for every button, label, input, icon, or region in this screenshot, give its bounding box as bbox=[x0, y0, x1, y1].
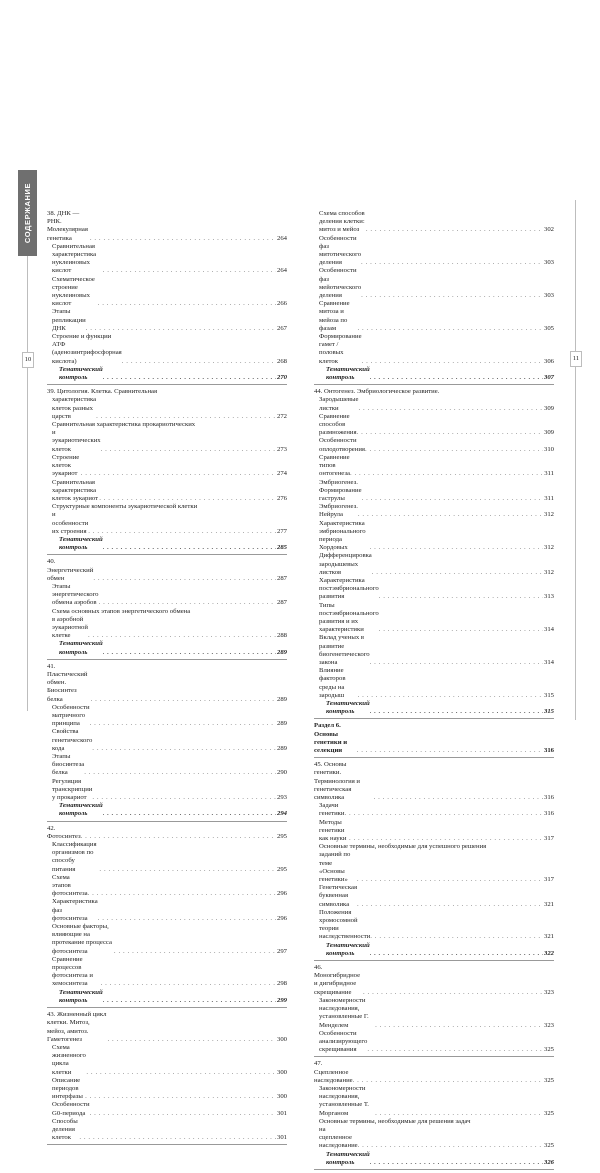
page-number-left: 10 bbox=[22, 352, 34, 368]
toc-leader-dots bbox=[367, 1046, 543, 1054]
toc-entry bbox=[47, 825, 287, 841]
toc-entry bbox=[314, 479, 554, 504]
toc-entry-page: 289 bbox=[276, 695, 287, 703]
toc-entry bbox=[47, 1077, 287, 1102]
toc-entry-page: 296 bbox=[276, 890, 287, 898]
toc-entry-page: 264 bbox=[276, 234, 287, 242]
toc-leader-dots bbox=[357, 876, 543, 884]
toc-leader-dots bbox=[375, 1110, 543, 1118]
toc-entry-title: Регуляция транскрипции у прокариот bbox=[52, 777, 93, 802]
toc-leader-dots bbox=[358, 511, 543, 519]
toc-entry bbox=[47, 308, 287, 333]
toc-entry-title: в аэробной эукариотной клетке bbox=[52, 615, 88, 640]
toc-entry bbox=[47, 511, 287, 536]
toc-entry bbox=[47, 616, 287, 641]
toc-leader-dots bbox=[370, 1159, 543, 1167]
toc-entry bbox=[47, 276, 287, 309]
toc-entry-title: Основные факторы, влияющие на протекание процесса фотосинтеза bbox=[52, 923, 112, 955]
toc-entry bbox=[314, 437, 554, 453]
toc-entry-line: Сравнительная характеристика прокариотических bbox=[52, 421, 196, 429]
toc-entry-line: Структурные компоненты эукариотической клетки bbox=[52, 503, 198, 511]
toc-leader-dots bbox=[122, 358, 276, 366]
toc-entry bbox=[314, 577, 554, 602]
toc-entry-page: 325 bbox=[543, 1046, 554, 1054]
toc-section bbox=[47, 388, 287, 555]
toc-entry-title: Классификация организмов по способу питания bbox=[52, 841, 97, 873]
toc-leader-dots bbox=[370, 933, 543, 941]
toc-entry-page: 323 bbox=[543, 1021, 554, 1029]
toc-entry-page: 314 bbox=[543, 658, 554, 666]
toc-leader-dots bbox=[349, 835, 543, 843]
toc-entry-page: 266 bbox=[276, 300, 287, 308]
toc-leader-dots bbox=[357, 901, 543, 909]
toc-entry-title: Дифференцировка зародышевых листков bbox=[319, 552, 372, 576]
toc-leader-dots bbox=[379, 626, 543, 634]
toc-leader-dots bbox=[91, 696, 276, 704]
toc-leader-dots bbox=[370, 950, 543, 958]
toc-entry-page: 301 bbox=[276, 1109, 287, 1117]
toc-entry-page: 321 bbox=[543, 900, 554, 908]
toc-entry bbox=[314, 819, 554, 844]
toc-leader-dots bbox=[114, 948, 276, 956]
toc-entry-line: Основные термины, необходимые для решения задач bbox=[319, 1117, 471, 1125]
toc-entry bbox=[314, 802, 554, 818]
toc-entry-page: 300 bbox=[276, 1068, 287, 1076]
toc-entry-title: Сравнительная характеристика клеток эукариот bbox=[52, 478, 99, 502]
toc-entry-page: 310 bbox=[543, 445, 554, 453]
toc-entry bbox=[314, 667, 554, 700]
toc-entry-title: Сравнение митоза и мейоза по фазам bbox=[319, 300, 350, 332]
toc-entry-title: Сравнение способов размножения bbox=[319, 412, 357, 437]
toc-control-entry bbox=[314, 700, 554, 716]
toc-entry bbox=[314, 761, 554, 802]
toc-entry-title: 40. Энергетический обмен bbox=[47, 558, 94, 582]
toc-entry-page: 293 bbox=[276, 794, 287, 802]
toc-entry-page: 268 bbox=[276, 357, 287, 365]
toc-entry-title: Характеристика постэмбрионального развития bbox=[319, 576, 379, 601]
toc-section bbox=[314, 210, 554, 385]
toc-entry-page: 299 bbox=[276, 996, 287, 1004]
toc-leader-dots bbox=[103, 374, 276, 382]
toc-leader-dots bbox=[370, 708, 543, 716]
toc-entry-page: 315 bbox=[543, 708, 554, 716]
toc-entry-title: Зародышевые листки bbox=[319, 396, 359, 412]
toc-entry-title: Особенности оплодотворения bbox=[319, 437, 365, 453]
toc-entry bbox=[47, 1011, 287, 1044]
section-tab bbox=[18, 170, 37, 256]
toc-entry bbox=[47, 956, 287, 989]
toc-entry-page: 326 bbox=[543, 1158, 554, 1166]
toc-leader-dots bbox=[363, 989, 543, 997]
toc-leader-dots bbox=[375, 1022, 543, 1030]
toc-leader-dots bbox=[370, 374, 543, 382]
toc-entry bbox=[47, 898, 287, 923]
toc-leader-dots bbox=[88, 632, 276, 640]
toc-leader-dots bbox=[358, 692, 543, 700]
toc-entry-title: Этапы биосинтеза белка bbox=[52, 753, 85, 777]
toc-entry bbox=[47, 479, 287, 504]
toc-entry-title: Особенности G0-периода bbox=[52, 1101, 90, 1117]
toc-entry bbox=[47, 454, 287, 479]
toc-entry bbox=[314, 851, 554, 884]
toc-entry-title: Свойства генетического кода bbox=[52, 728, 93, 752]
toc-leader-dots bbox=[358, 1142, 543, 1150]
toc-entry-title: Схема этапов фотосинтеза bbox=[52, 873, 88, 898]
toc-entry-title: Вклад ученых в развитие биогенетического закона bbox=[319, 634, 370, 666]
toc-entry-page: 294 bbox=[276, 810, 287, 818]
toc-control-entry bbox=[314, 942, 554, 958]
section-tab-label: СОДЕРЖАНИЕ bbox=[23, 182, 32, 244]
toc-entry bbox=[314, 1126, 554, 1151]
toc-entry-page: 289 bbox=[276, 720, 287, 728]
toc-leader-dots bbox=[86, 1069, 276, 1077]
toc-leader-dots bbox=[99, 599, 276, 607]
toc-leader-dots bbox=[366, 226, 543, 234]
toc-entry-page: 264 bbox=[276, 267, 287, 275]
toc-leader-dots bbox=[79, 1134, 276, 1142]
toc-leader-dots bbox=[101, 446, 276, 454]
toc-entry bbox=[314, 333, 554, 366]
toc-entry bbox=[47, 1044, 287, 1077]
toc-entry-page: 285 bbox=[276, 544, 287, 552]
toc-section bbox=[47, 210, 287, 385]
toc-entry-title: Сравнение процессов фотосинтеза и хемосинтеза bbox=[52, 955, 93, 988]
toc-entry-page: 316 bbox=[543, 810, 554, 818]
toc-entry-page: 295 bbox=[276, 832, 287, 840]
toc-entry-title: Тематический контроль bbox=[326, 699, 370, 716]
toc-control-entry bbox=[47, 366, 287, 382]
toc-leader-dots bbox=[107, 1036, 276, 1044]
toc-leader-dots bbox=[357, 429, 543, 437]
toc-entry bbox=[314, 997, 554, 1030]
toc-leader-dots bbox=[86, 325, 276, 333]
toc-entry-title: 42. Фотосинтез bbox=[47, 824, 81, 840]
toc-entry bbox=[314, 235, 554, 268]
toc-entry bbox=[314, 909, 554, 942]
toc-entry-page: 303 bbox=[543, 259, 554, 267]
toc-leader-dots bbox=[99, 866, 276, 874]
toc-entry bbox=[47, 583, 287, 608]
toc-entry-page: 305 bbox=[543, 324, 554, 332]
toc-section bbox=[314, 1060, 554, 1170]
toc-entry bbox=[47, 1118, 287, 1143]
toc-entry-page: 300 bbox=[276, 1035, 287, 1043]
toc-entry-page: 312 bbox=[543, 511, 554, 519]
toc-leader-dots bbox=[101, 980, 276, 988]
toc-entry-title: Эмбриогенез. Формирование гаструлы bbox=[319, 478, 362, 502]
toc-entry-title: Положения хромосомной теории наследственности bbox=[319, 908, 371, 941]
toc-entry-page: 289 bbox=[276, 648, 287, 656]
toc-leader-dots bbox=[379, 593, 543, 601]
toc-left-column bbox=[47, 210, 287, 1148]
toc-entry-page: 287 bbox=[276, 574, 287, 582]
toc-entry-page: 309 bbox=[543, 404, 554, 412]
toc-entry bbox=[314, 503, 554, 519]
toc-entry bbox=[314, 634, 554, 667]
toc-entry-page: 311 bbox=[544, 470, 554, 478]
toc-leader-dots bbox=[90, 720, 276, 728]
toc-control-entry bbox=[47, 989, 287, 1005]
toc-entry-title: Строение клеток эукариот bbox=[52, 453, 80, 478]
toc-control-entry bbox=[314, 366, 554, 382]
toc-entry-title: Способы деления клеток bbox=[52, 1117, 78, 1142]
toc-leader-dots bbox=[103, 997, 276, 1005]
toc-leader-dots bbox=[353, 1077, 543, 1085]
toc-section bbox=[314, 761, 554, 961]
toc-entry bbox=[314, 1060, 554, 1085]
toc-right-column bbox=[314, 210, 554, 1173]
toc-entry-title: 47. Сцепленное наследование bbox=[314, 1060, 353, 1084]
toc-entry-title: Закономерности наследования, установленные Г. Менделем bbox=[319, 996, 369, 1029]
toc-leader-dots bbox=[85, 1093, 276, 1101]
toc-entry-page: 306 bbox=[543, 357, 554, 365]
toc-entry bbox=[314, 884, 554, 909]
toc-entry-title: Закономерности наследования, установленные Т. Морганом bbox=[319, 1084, 369, 1117]
page-number-right: 11 bbox=[570, 351, 582, 367]
toc-control-entry bbox=[47, 536, 287, 552]
toc-leader-dots bbox=[361, 259, 543, 267]
toc-entry bbox=[47, 429, 287, 454]
toc-entry bbox=[314, 300, 554, 333]
toc-section bbox=[314, 722, 554, 758]
toc-entry-page: 303 bbox=[543, 292, 554, 300]
toc-leader-dots bbox=[88, 890, 276, 898]
toc-entry-page: 289 bbox=[276, 744, 287, 752]
toc-entry-title: 38. ДНК — РНК. Молекулярная генетика bbox=[47, 210, 88, 242]
toc-entry-title: 43. Жизненный цикл клетки. Митоз, мейоз, амитоз. Гаметогенез bbox=[47, 1011, 107, 1043]
toc-entry-page: 274 bbox=[276, 470, 287, 478]
toc-entry-page: 311 bbox=[544, 494, 554, 502]
toc-entry-page: 325 bbox=[543, 1109, 554, 1117]
toc-entry-title: Особенности фаз митотического деления bbox=[319, 234, 362, 267]
toc-entry-page: 321 bbox=[543, 933, 554, 941]
toc-entry-title: Тематический контроль bbox=[59, 365, 103, 382]
toc-entry-page: 315 bbox=[543, 691, 554, 699]
toc-entry-page: 301 bbox=[276, 1134, 287, 1142]
toc-entry-page: 276 bbox=[276, 494, 287, 502]
toc-entry-title: Эмбриогенез. Нейрула bbox=[319, 503, 358, 519]
toc-entry bbox=[314, 396, 554, 412]
toc-entry-title: на сцепленное наследование bbox=[319, 1125, 358, 1150]
toc-section bbox=[314, 964, 554, 1057]
toc-entry-page: 296 bbox=[276, 914, 287, 922]
toc-leader-dots bbox=[370, 544, 543, 552]
toc-entry bbox=[47, 874, 287, 899]
toc-leader-dots bbox=[90, 235, 276, 243]
toc-entry-page: 290 bbox=[276, 769, 287, 777]
toc-control-entry bbox=[314, 1151, 554, 1167]
toc-entry-title: Схематическое строение нуклеиновых кислот bbox=[52, 275, 95, 308]
toc-entry-title: Схема жизненного цикла клетки bbox=[52, 1043, 86, 1076]
toc-leader-dots bbox=[93, 575, 276, 583]
toc-section bbox=[47, 1011, 287, 1145]
toc-entry-title: Этапы репликации ДНК bbox=[52, 308, 86, 332]
toc-leader-dots bbox=[98, 300, 276, 308]
toc-entry bbox=[314, 454, 554, 479]
toc-entry-title: 45. Основы генетики. Терминология и генетическая символика bbox=[314, 761, 361, 802]
toc-entry-page: 287 bbox=[276, 599, 287, 607]
toc-entry-page: 267 bbox=[276, 324, 287, 332]
toc-entry-page: 314 bbox=[543, 626, 554, 634]
toc-leader-dots bbox=[92, 794, 276, 802]
toc-entry-title: Формирование гамет / половых клеток bbox=[319, 333, 362, 365]
toc-leader-dots bbox=[90, 1110, 276, 1118]
toc-entry-page: 325 bbox=[543, 1076, 554, 1084]
toc-leader-dots bbox=[98, 915, 276, 923]
toc-control-entry bbox=[47, 640, 287, 656]
toc-entry-title: Характеристика эмбрионального периода Хордовых bbox=[319, 519, 366, 552]
toc-entry-title: Особенности матричного принципа bbox=[52, 703, 90, 728]
toc-entry-page: 307 bbox=[543, 374, 554, 382]
toc-entry-title: Особенности анализирующего скрещивания bbox=[319, 1029, 368, 1054]
toc-entry-title: Сравнение типов онтогенеза bbox=[319, 453, 350, 478]
toc-entry-page: 323 bbox=[543, 988, 554, 996]
left-spine-line bbox=[27, 256, 28, 711]
toc-entry bbox=[47, 396, 287, 421]
toc-entry-title: Строение и функции АТФ (аденозинтрифосфорная кислота) bbox=[52, 333, 122, 365]
toc-entry-title: Тематический контроль bbox=[326, 1150, 370, 1166]
toc-leader-dots bbox=[103, 267, 276, 275]
toc-entry-title: Описание периодов интерфазы bbox=[52, 1076, 83, 1101]
right-spine-line bbox=[575, 200, 576, 720]
toc-entry bbox=[47, 704, 287, 729]
toc-entry-title: Задачи генетики bbox=[319, 802, 345, 818]
toc-entry-title: Этапы энергетического обмена аэробов bbox=[52, 582, 99, 607]
toc-entry bbox=[314, 964, 554, 997]
toc-entry-title: и эукариотических клеток bbox=[52, 429, 101, 453]
toc-leader-dots bbox=[103, 810, 276, 818]
toc-entry bbox=[47, 663, 287, 704]
toc-leader-dots bbox=[372, 569, 543, 577]
toc-leader-dots bbox=[365, 446, 543, 454]
toc-entry-page: 325 bbox=[543, 1142, 554, 1150]
toc-entry-page: 273 bbox=[276, 445, 287, 453]
toc-entry bbox=[47, 753, 287, 778]
toc-entry-page: 288 bbox=[276, 632, 287, 640]
toc-leader-dots bbox=[362, 495, 544, 503]
toc-entry-title: 41. Пластический обмен. Биосинтез белка bbox=[47, 662, 88, 703]
toc-entry bbox=[314, 602, 554, 635]
toc-leader-dots bbox=[103, 649, 276, 657]
toc-entry bbox=[47, 841, 287, 874]
toc-entry bbox=[47, 210, 287, 243]
toc-leader-dots bbox=[350, 470, 543, 478]
toc-entry bbox=[47, 923, 287, 956]
toc-entry-page: 322 bbox=[543, 949, 554, 957]
toc-entry-page: 309 bbox=[543, 429, 554, 437]
toc-entry-page: 316 bbox=[543, 747, 554, 754]
toc-leader-dots bbox=[103, 544, 276, 552]
toc-leader-dots bbox=[88, 528, 276, 536]
toc-entry-line: 39. Цитология. Клетка. Сравнительная bbox=[47, 388, 158, 396]
toc-entry bbox=[314, 267, 554, 300]
toc-entry-title: Особенности фаз мейотического деления bbox=[319, 267, 362, 300]
toc-entry-page: 272 bbox=[276, 412, 287, 420]
toc-entry bbox=[314, 413, 554, 438]
toc-entry-title: Характеристика фаз фотосинтеза bbox=[52, 898, 98, 922]
toc-entry-page: 277 bbox=[276, 527, 287, 535]
toc-entry-title: 46. Моногибридное и дигибридное скрещивание bbox=[314, 964, 361, 996]
toc-entry-page: 312 bbox=[543, 568, 554, 576]
toc-entry bbox=[47, 243, 287, 276]
toc-leader-dots bbox=[357, 747, 543, 755]
toc-entry-line: 44. Онтогенез. Эмбриологическое развитие. bbox=[314, 388, 440, 396]
toc-entry-page: 313 bbox=[543, 593, 554, 601]
toc-entry bbox=[314, 1085, 554, 1118]
toc-entry-page: 302 bbox=[543, 226, 554, 234]
toc-entry bbox=[314, 552, 554, 577]
toc-entry bbox=[47, 558, 287, 583]
toc-entry bbox=[47, 333, 287, 366]
toc-entry-page: 317 bbox=[543, 876, 554, 884]
toc-entry-title: Сравнительная характеристика нуклеиновых кислот bbox=[52, 242, 97, 275]
toc-entry bbox=[314, 210, 554, 235]
toc-entry-page: 300 bbox=[276, 1093, 287, 1101]
toc-entry-page: 316 bbox=[543, 794, 554, 802]
toc-part-heading bbox=[314, 722, 554, 755]
toc-leader-dots bbox=[357, 325, 543, 333]
toc-leader-dots bbox=[358, 405, 543, 413]
toc-entry-page: 312 bbox=[543, 544, 554, 552]
toc-entry bbox=[47, 778, 287, 803]
toc-section bbox=[47, 825, 287, 1008]
toc-section bbox=[47, 558, 287, 659]
toc-entry-title: Раздел 6. Основы генетики и селекции bbox=[314, 722, 348, 754]
toc-entry bbox=[47, 1101, 287, 1117]
toc-leader-dots bbox=[374, 794, 543, 802]
toc-entry-title: Методы генетики как науки bbox=[319, 818, 347, 843]
toc-section bbox=[314, 388, 554, 719]
toc-entry-title: Тематический контроль bbox=[59, 640, 103, 656]
toc-entry-page: 295 bbox=[276, 865, 287, 873]
toc-section bbox=[47, 663, 287, 822]
toc-entry-title: Тематический контроль bbox=[326, 941, 370, 957]
toc-leader-dots bbox=[84, 769, 276, 777]
toc-entry-page: 317 bbox=[543, 835, 554, 843]
toc-entry-title: и особенности их строения bbox=[52, 511, 89, 535]
toc-leader-dots bbox=[362, 358, 543, 366]
toc-leader-dots bbox=[81, 470, 276, 478]
toc-leader-dots bbox=[99, 495, 276, 503]
toc-leader-dots bbox=[345, 810, 543, 818]
toc-entry-title: Генетическая буквенная символика bbox=[319, 884, 358, 908]
toc-entry-title: характеристика клеток разных царств bbox=[52, 396, 97, 420]
toc-leader-dots bbox=[81, 833, 276, 841]
toc-leader-dots bbox=[92, 745, 276, 753]
toc-entry-title: Типы постэмбрионального развития и их характеристики bbox=[319, 601, 379, 634]
toc-entry-title: Тематический контроль bbox=[326, 365, 370, 382]
toc-entry-page: 297 bbox=[276, 947, 287, 955]
toc-entry-page: 298 bbox=[276, 980, 287, 988]
toc-entry bbox=[314, 520, 554, 553]
toc-entry bbox=[314, 1030, 554, 1055]
toc-leader-dots bbox=[370, 659, 543, 667]
toc-leader-dots bbox=[361, 292, 543, 300]
toc-entry-title: Тематический контроль bbox=[59, 535, 103, 552]
toc-entry-title: Влияние факторов среды на зародыш bbox=[319, 667, 346, 699]
toc-entry bbox=[47, 728, 287, 753]
toc-leader-dots bbox=[96, 413, 276, 421]
toc-entry-title: Схема способов деления клетки: митоз и мейоз bbox=[319, 210, 365, 234]
toc-entry-title: Тематический контроль bbox=[59, 802, 103, 818]
toc-entry-title: Тематический контроль bbox=[59, 988, 103, 1004]
toc-entry-line: Основные термины, необходимые для успешного решения bbox=[319, 843, 487, 851]
toc-entry-page: 270 bbox=[276, 374, 287, 382]
toc-entry-title: заданий по теме «Основы генетики» bbox=[319, 851, 351, 884]
toc-control-entry bbox=[47, 802, 287, 818]
toc-entry-line: Схема основных этапов энергетического обмена bbox=[52, 607, 191, 615]
